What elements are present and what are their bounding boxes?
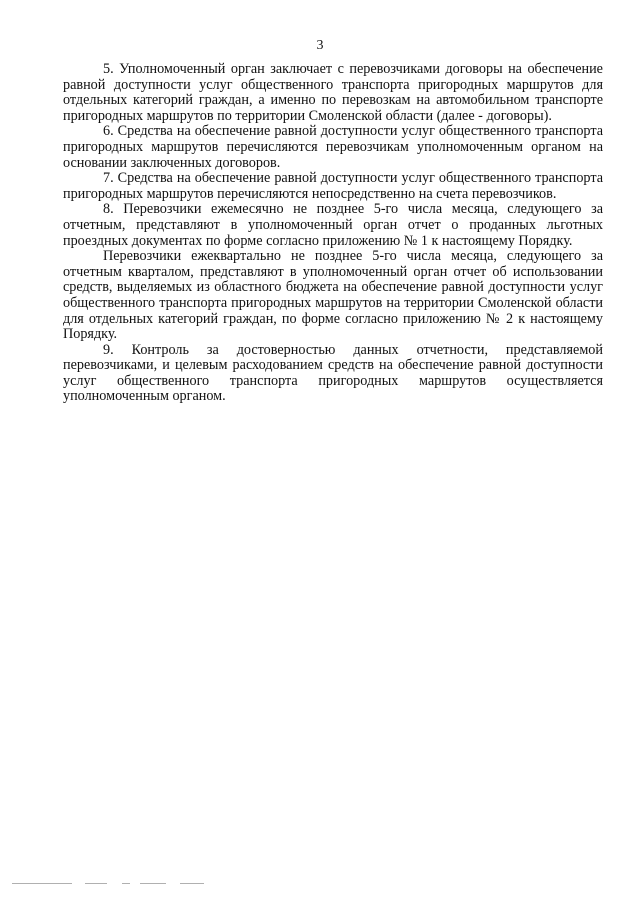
document-body: [63, 62, 603, 405]
scan-mark: [85, 883, 107, 884]
paragraph-8-continued: Перевозчики ежеквартально не позднее 5-го числа месяца, следующего за отчетным кварталом, представляют в уполномоченный орган отчет об использовании средств, выделяемых из областного бюджета на обеспечение равной доступности услуг общественного транспорта пригородных маршрутов на территории Смоленской области для отдельных категорий граждан, по форме согласно приложению № 2 к настоящему Порядку.: [63, 248, 603, 343]
scan-mark: [140, 883, 166, 884]
paragraph-5: 5. Уполномоченный орган заключает с перевозчиками договоры на обеспечение равной доступности услуг общественного транспорта пригородных маршрутов для отдельных категорий граждан, а именно по перевозкам на автомобильном транспорте пригородных маршрутов по территории Смоленской области (далее - договоры).: [63, 61, 603, 124]
page-number: 3: [316, 38, 324, 53]
paragraph-7: 7. Средства на обеспечение равной доступности услуг общественного транспорта пригородных маршрутов перечисляются непосредственно на счета перевозчиков.: [63, 170, 603, 202]
scan-mark: [180, 883, 204, 884]
scan-mark: [122, 883, 130, 884]
scan-artifact-marks: [0, 883, 640, 889]
paragraph-8: 8. Перевозчики ежемесячно не позднее 5-го числа месяца, следующего за отчетным, представляют в уполномоченный орган отчет о проданных льготных проездных документах по форме согласно приложению № 1 к настоящему Порядку.: [63, 201, 603, 249]
scan-mark: [12, 883, 72, 884]
paragraph-6: 6. Средства на обеспечение равной доступности услуг общественного транспорта пригородных маршрутов перечисляются перевозчикам уполномоченным органом на основании заключенных договоров.: [63, 123, 603, 171]
paragraph-9: 9. Контроль за достоверностью данных отчетности, представляемой перевозчиками, и целевым расходованием средств на обеспечение равной доступности услуг общественного транспорта пригородных маршрутов осуществляется уполномоченным органом.: [63, 341, 603, 405]
